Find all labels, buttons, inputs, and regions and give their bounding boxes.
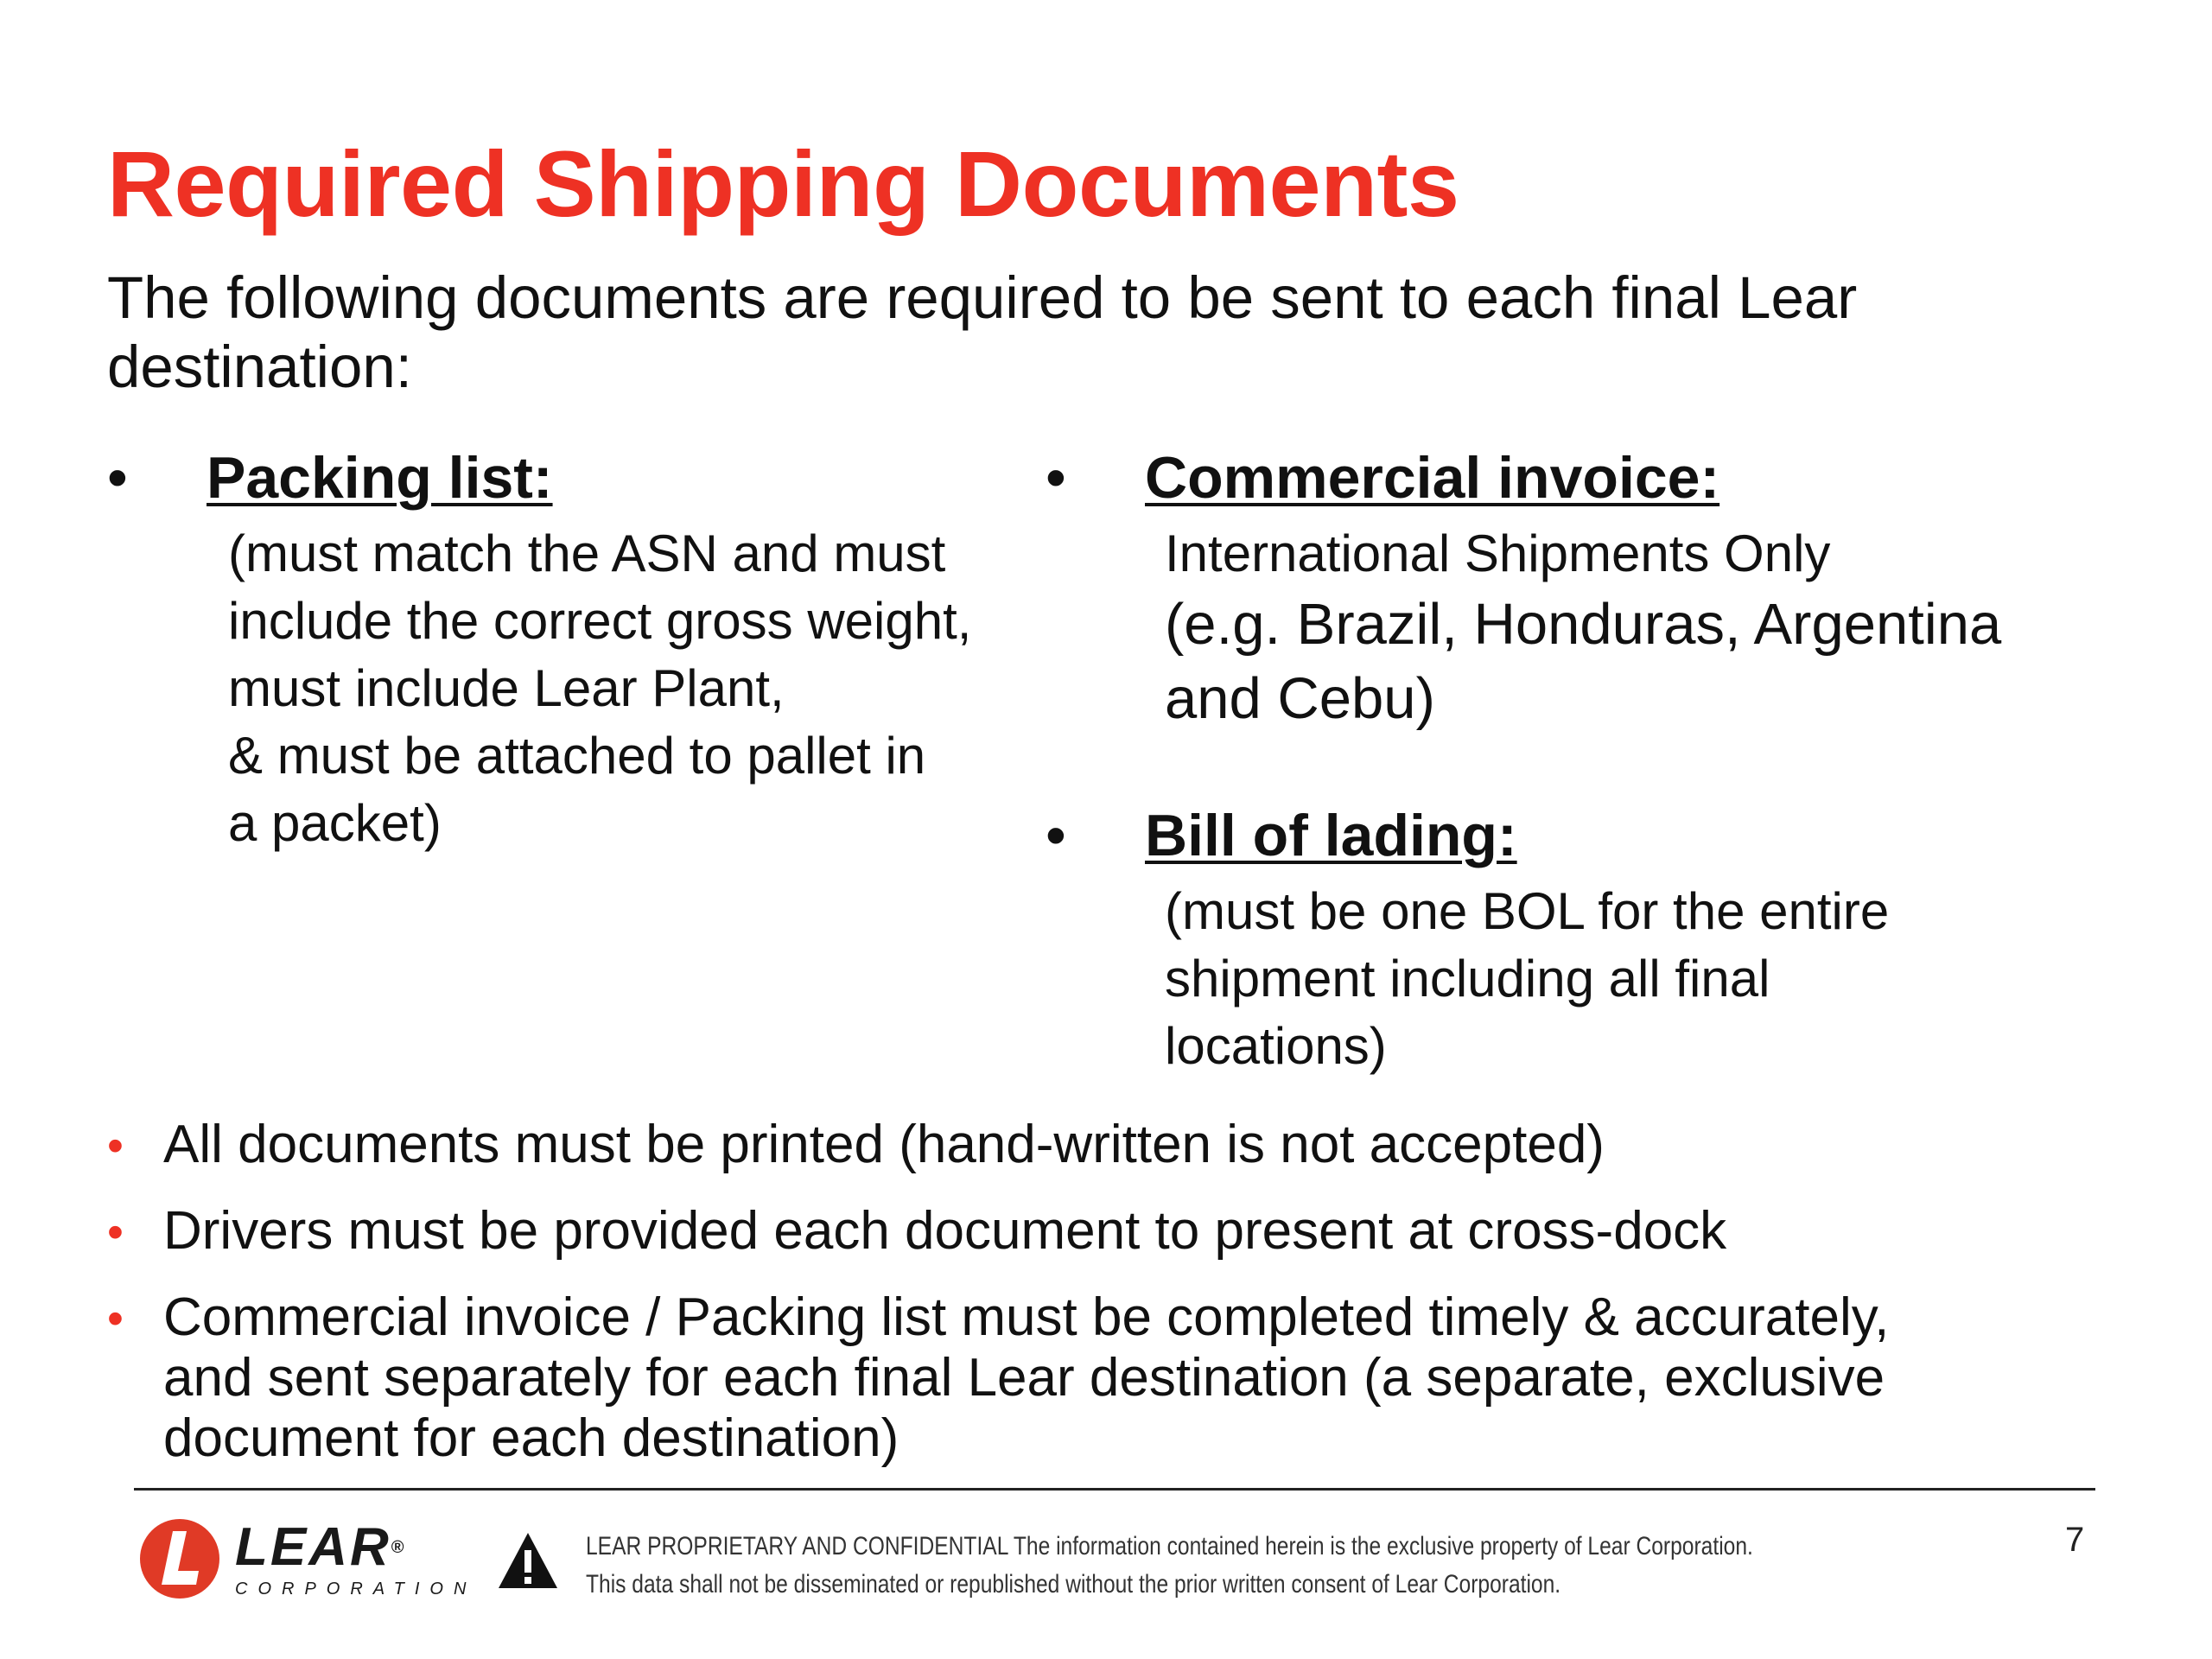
note-line: document for each destination): [163, 1408, 899, 1468]
confidentiality-notice: [586, 1528, 2037, 1604]
note-line: Commercial invoice / Packing list must be completed timely & accurately,: [163, 1287, 1890, 1347]
note-text: [163, 1201, 2060, 1262]
commercial-invoice-line: International Shipments Only: [1165, 524, 1831, 582]
logo-subtitle: CORPORATION: [235, 1580, 477, 1599]
note-item: [107, 1201, 2060, 1262]
logo-word: LEAR: [235, 1517, 391, 1577]
note-line: and sent separately for each final Lear destination (a separate, exclusive: [163, 1348, 1885, 1408]
logo-wordmark: [235, 1517, 407, 1577]
commercial-invoice-item: [1046, 441, 2117, 736]
bill-of-lading-line: (must be one BOL for the entire: [1165, 882, 1890, 940]
note-item: [107, 1115, 2060, 1175]
notes-list: [107, 1115, 2060, 1495]
warning-icon: [497, 1531, 559, 1590]
packing-list-line: include the correct gross weight,: [228, 592, 972, 650]
note-item: [107, 1287, 2060, 1469]
slide-title: Required Shipping Documents: [107, 131, 1459, 236]
note-text: [163, 1287, 2060, 1469]
red-bullet-icon: •: [107, 1120, 124, 1172]
commercial-invoice-details: [1145, 520, 2117, 736]
bullet-icon: •: [107, 445, 128, 511]
intro-text: The following documents are required to be sent to each final Lear destination:: [107, 264, 1858, 400]
page-number: 7: [2065, 1521, 2085, 1559]
commercial-invoice-heading: Commercial invoice:: [1145, 445, 1720, 511]
packing-list-heading: Packing list:: [207, 445, 553, 511]
bill-of-lading-heading: Bill of lading:: [1145, 803, 1517, 868]
note-line: All documents must be printed (hand-written is not accepted): [163, 1115, 1605, 1174]
red-bullet-icon: •: [107, 1293, 124, 1344]
packing-list-line: (must match the ASN and must: [228, 524, 946, 582]
packing-list-item: [107, 441, 1058, 857]
bill-of-lading-details: [1145, 878, 2117, 1080]
commercial-invoice-line: and Cebu): [1165, 666, 1435, 731]
confidentiality-line: LEAR PROPRIETARY AND CONFIDENTIAL The information contained herein is the exclusive property of Lear Corporation.: [586, 1532, 1753, 1560]
lear-logo: [138, 1510, 477, 1605]
packing-list-line: & must be attached to pallet in: [228, 727, 926, 785]
bill-of-lading-line: locations): [1165, 1017, 1387, 1075]
packing-list-section: [107, 441, 1058, 857]
confidentiality-line: This data shall not be disseminated or republished without the prior written consent of Lear Corporation.: [586, 1570, 1561, 1599]
bill-of-lading-item: [1046, 798, 2117, 1080]
bullet-icon: •: [1046, 803, 1066, 868]
packing-list-line: must include Lear Plant,: [228, 659, 785, 717]
note-line: Drivers must be provided each document to present at cross-dock: [163, 1201, 1727, 1261]
spacer: [1046, 736, 2117, 798]
lear-logo-mark-icon: [138, 1517, 221, 1600]
bullet-icon: •: [1046, 445, 1066, 511]
red-bullet-icon: •: [107, 1206, 124, 1258]
commercial-invoice-line: (e.g. Brazil, Honduras, Argentina: [1165, 592, 2002, 657]
bill-of-lading-line: shipment including all final: [1165, 950, 1770, 1007]
registered-mark: ®: [391, 1538, 407, 1557]
note-text: [163, 1115, 2060, 1175]
right-column: [1046, 441, 2117, 1080]
packing-list-line: a packet): [228, 794, 442, 852]
packing-list-details: [207, 520, 1058, 857]
footer-divider: [134, 1488, 2095, 1491]
